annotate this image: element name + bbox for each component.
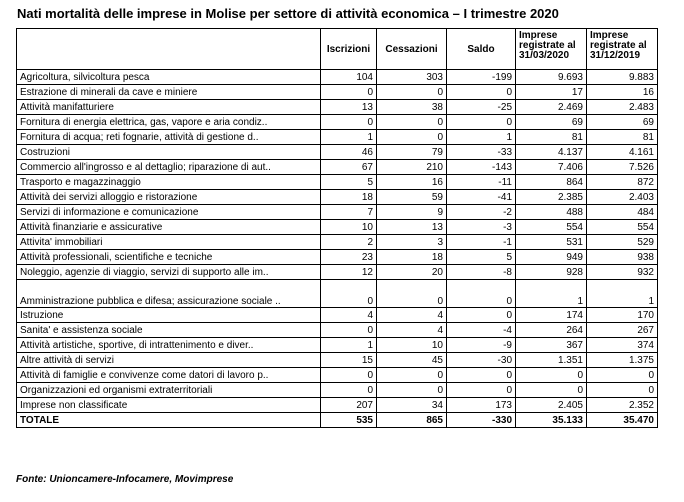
iscrizioni-value: 0 (321, 280, 377, 308)
table-row (17, 100, 658, 115)
registrate-2019-value: 69 (587, 115, 658, 130)
saldo-value: 0 (447, 368, 516, 383)
registrate-2020-value: 174 (516, 308, 587, 323)
saldo-value: -8 (447, 265, 516, 280)
cessazioni-value: 38 (377, 100, 447, 115)
iscrizioni-value: 4 (321, 308, 377, 323)
iscrizioni-value: 0 (321, 368, 377, 383)
saldo-value: -2 (447, 205, 516, 220)
sector-label: Attività finanziarie e assicurative (17, 220, 321, 235)
table-title: Nati mortalità delle imprese in Molise per settore di attività economica – I trimestre 2020 (17, 6, 559, 21)
cessazioni-value: 303 (377, 70, 447, 85)
source-note: Fonte: Unioncamere-Infocamere, Movimprese (16, 474, 234, 485)
table-row (17, 70, 658, 85)
cessazioni-value: 210 (377, 160, 447, 175)
registrate-2020-value: 2.385 (516, 190, 587, 205)
registrate-2019-value: 1 (587, 280, 658, 308)
saldo-value: -30 (447, 353, 516, 368)
iscrizioni-value: 104 (321, 70, 377, 85)
saldo-value: 0 (447, 280, 516, 308)
registrate-2020-value: 4.137 (516, 145, 587, 160)
table-row (17, 383, 658, 398)
iscrizioni-value: 2 (321, 235, 377, 250)
table-row (17, 220, 658, 235)
header-cessazioni: Cessazioni (377, 29, 447, 70)
registrate-2019-value: 7.526 (587, 160, 658, 175)
cessazioni-value: 13 (377, 220, 447, 235)
table-row (17, 398, 658, 413)
sector-label: Trasporto e magazzinaggio (17, 175, 321, 190)
registrate-2019-value: 2.483 (587, 100, 658, 115)
sector-label: Agricoltura, silvicoltura pesca (17, 70, 321, 85)
registrate-2019-value: 0 (587, 383, 658, 398)
registrate-2019-value: 529 (587, 235, 658, 250)
iscrizioni-value: 12 (321, 265, 377, 280)
table-row (17, 250, 658, 265)
registrate-2020-value: 69 (516, 115, 587, 130)
saldo-value: 0 (447, 85, 516, 100)
registrate-2020-value: 928 (516, 265, 587, 280)
sector-label: Commercio all'ingrosso e al dettaglio; riparazione di aut.. (17, 160, 321, 175)
sector-label: Attività dei servizi alloggio e ristorazione (17, 190, 321, 205)
registrate-2020-value: 0 (516, 383, 587, 398)
saldo-value: -9 (447, 338, 516, 353)
total-registrate-2020-value: 35.133 (516, 413, 587, 428)
data-table (16, 28, 658, 428)
registrate-2020-value: 9.693 (516, 70, 587, 85)
sector-label: Fornitura di acqua; reti fognarie, attività di gestione d.. (17, 130, 321, 145)
iscrizioni-value: 18 (321, 190, 377, 205)
cessazioni-value: 9 (377, 205, 447, 220)
iscrizioni-value: 46 (321, 145, 377, 160)
total-cessazioni-value: 865 (377, 413, 447, 428)
saldo-value: -4 (447, 323, 516, 338)
header-registrate-2019: Imprese registrate al 31/12/2019 (587, 29, 658, 70)
cessazioni-value: 45 (377, 353, 447, 368)
registrate-2019-value: 0 (587, 368, 658, 383)
sector-label: Organizzazioni ed organismi extraterritoriali (17, 383, 321, 398)
table-row (17, 130, 658, 145)
table-row (17, 190, 658, 205)
registrate-2019-value: 932 (587, 265, 658, 280)
sector-label: Amministrazione pubblica e difesa; assicurazione sociale .. (17, 280, 321, 308)
sector-label: Servizi di informazione e comunicazione (17, 205, 321, 220)
header-registrate-2020: Imprese registrate al 31/03/2020 (516, 29, 587, 70)
registrate-2019-value: 170 (587, 308, 658, 323)
registrate-2020-value: 2.469 (516, 100, 587, 115)
registrate-2020-value: 7.406 (516, 160, 587, 175)
total-iscrizioni-value: 535 (321, 413, 377, 428)
header-sector (17, 29, 321, 70)
registrate-2020-value: 1.351 (516, 353, 587, 368)
cessazioni-value: 59 (377, 190, 447, 205)
cessazioni-value: 16 (377, 175, 447, 190)
table-row (17, 85, 658, 100)
saldo-value: 0 (447, 115, 516, 130)
sector-label: Attività artistiche, sportive, di intrattenimento e diver.. (17, 338, 321, 353)
registrate-2020-value: 531 (516, 235, 587, 250)
sector-label: Sanita' e assistenza sociale (17, 323, 321, 338)
table-row (17, 353, 658, 368)
cessazioni-value: 0 (377, 368, 447, 383)
sector-label: Istruzione (17, 308, 321, 323)
saldo-value: 0 (447, 308, 516, 323)
registrate-2020-value: 864 (516, 175, 587, 190)
total-sector-label: TOTALE (17, 413, 321, 428)
registrate-2019-value: 484 (587, 205, 658, 220)
registrate-2020-value: 0 (516, 368, 587, 383)
saldo-value: 1 (447, 130, 516, 145)
saldo-value: 5 (447, 250, 516, 265)
registrate-2020-value: 17 (516, 85, 587, 100)
sector-label: Altre attività di servizi (17, 353, 321, 368)
registrate-2019-value: 81 (587, 130, 658, 145)
registrate-2020-value: 949 (516, 250, 587, 265)
registrate-2019-value: 2.352 (587, 398, 658, 413)
iscrizioni-value: 23 (321, 250, 377, 265)
table-row (17, 235, 658, 250)
cessazioni-value: 4 (377, 308, 447, 323)
cessazioni-value: 10 (377, 338, 447, 353)
cessazioni-value: 0 (377, 383, 447, 398)
iscrizioni-value: 1 (321, 338, 377, 353)
cessazioni-value: 0 (377, 85, 447, 100)
saldo-value: -3 (447, 220, 516, 235)
iscrizioni-value: 0 (321, 323, 377, 338)
header-iscrizioni: Iscrizioni (321, 29, 377, 70)
cessazioni-value: 34 (377, 398, 447, 413)
registrate-2020-value: 367 (516, 338, 587, 353)
table-row (17, 280, 658, 308)
saldo-value: 173 (447, 398, 516, 413)
cessazioni-value: 4 (377, 323, 447, 338)
registrate-2019-value: 4.161 (587, 145, 658, 160)
total-registrate-2019-value: 35.470 (587, 413, 658, 428)
cessazioni-value: 0 (377, 280, 447, 308)
registrate-2019-value: 872 (587, 175, 658, 190)
registrate-2020-value: 1 (516, 280, 587, 308)
registrate-2019-value: 1.375 (587, 353, 658, 368)
cessazioni-value: 79 (377, 145, 447, 160)
iscrizioni-value: 0 (321, 383, 377, 398)
sector-label: Estrazione di minerali da cave e miniere (17, 85, 321, 100)
saldo-value: -11 (447, 175, 516, 190)
cessazioni-value: 0 (377, 115, 447, 130)
sector-label: Noleggio, agenzie di viaggio, servizi di supporto alle im.. (17, 265, 321, 280)
saldo-value: -25 (447, 100, 516, 115)
table-row (17, 308, 658, 323)
sector-label: Attivita' immobiliari (17, 235, 321, 250)
sector-label: Costruzioni (17, 145, 321, 160)
iscrizioni-value: 13 (321, 100, 377, 115)
iscrizioni-value: 0 (321, 85, 377, 100)
registrate-2019-value: 938 (587, 250, 658, 265)
header-row (17, 29, 658, 70)
iscrizioni-value: 207 (321, 398, 377, 413)
total-row (17, 413, 658, 428)
registrate-2019-value: 9.883 (587, 70, 658, 85)
table-row (17, 115, 658, 130)
registrate-2020-value: 488 (516, 205, 587, 220)
cessazioni-value: 18 (377, 250, 447, 265)
table-row (17, 175, 658, 190)
table-row (17, 368, 658, 383)
table-row (17, 265, 658, 280)
registrate-2020-value: 264 (516, 323, 587, 338)
iscrizioni-value: 1 (321, 130, 377, 145)
registrate-2020-value: 554 (516, 220, 587, 235)
table-row (17, 145, 658, 160)
cessazioni-value: 3 (377, 235, 447, 250)
registrate-2019-value: 2.403 (587, 190, 658, 205)
registrate-2019-value: 374 (587, 338, 658, 353)
registrate-2019-value: 16 (587, 85, 658, 100)
sector-label: Imprese non classificate (17, 398, 321, 413)
registrate-2019-value: 554 (587, 220, 658, 235)
iscrizioni-value: 5 (321, 175, 377, 190)
saldo-value: -199 (447, 70, 516, 85)
sector-label: Attività manifatturiere (17, 100, 321, 115)
saldo-value: -143 (447, 160, 516, 175)
registrate-2019-value: 267 (587, 323, 658, 338)
registrate-2020-value: 2.405 (516, 398, 587, 413)
header-saldo: Saldo (447, 29, 516, 70)
table-row (17, 323, 658, 338)
table-row (17, 205, 658, 220)
iscrizioni-value: 7 (321, 205, 377, 220)
cessazioni-value: 20 (377, 265, 447, 280)
saldo-value: -41 (447, 190, 516, 205)
table-row (17, 160, 658, 175)
iscrizioni-value: 10 (321, 220, 377, 235)
saldo-value: 0 (447, 383, 516, 398)
cessazioni-value: 0 (377, 130, 447, 145)
saldo-value: -33 (447, 145, 516, 160)
table-row (17, 338, 658, 353)
sector-label: Attività di famiglie e convivenze come datori di lavoro p.. (17, 368, 321, 383)
iscrizioni-value: 15 (321, 353, 377, 368)
registrate-2020-value: 81 (516, 130, 587, 145)
sector-label: Attività professionali, scientifiche e tecniche (17, 250, 321, 265)
total-saldo-value: -330 (447, 413, 516, 428)
iscrizioni-value: 0 (321, 115, 377, 130)
saldo-value: -1 (447, 235, 516, 250)
iscrizioni-value: 67 (321, 160, 377, 175)
sector-label: Fornitura di energia elettrica, gas, vapore e aria condiz.. (17, 115, 321, 130)
